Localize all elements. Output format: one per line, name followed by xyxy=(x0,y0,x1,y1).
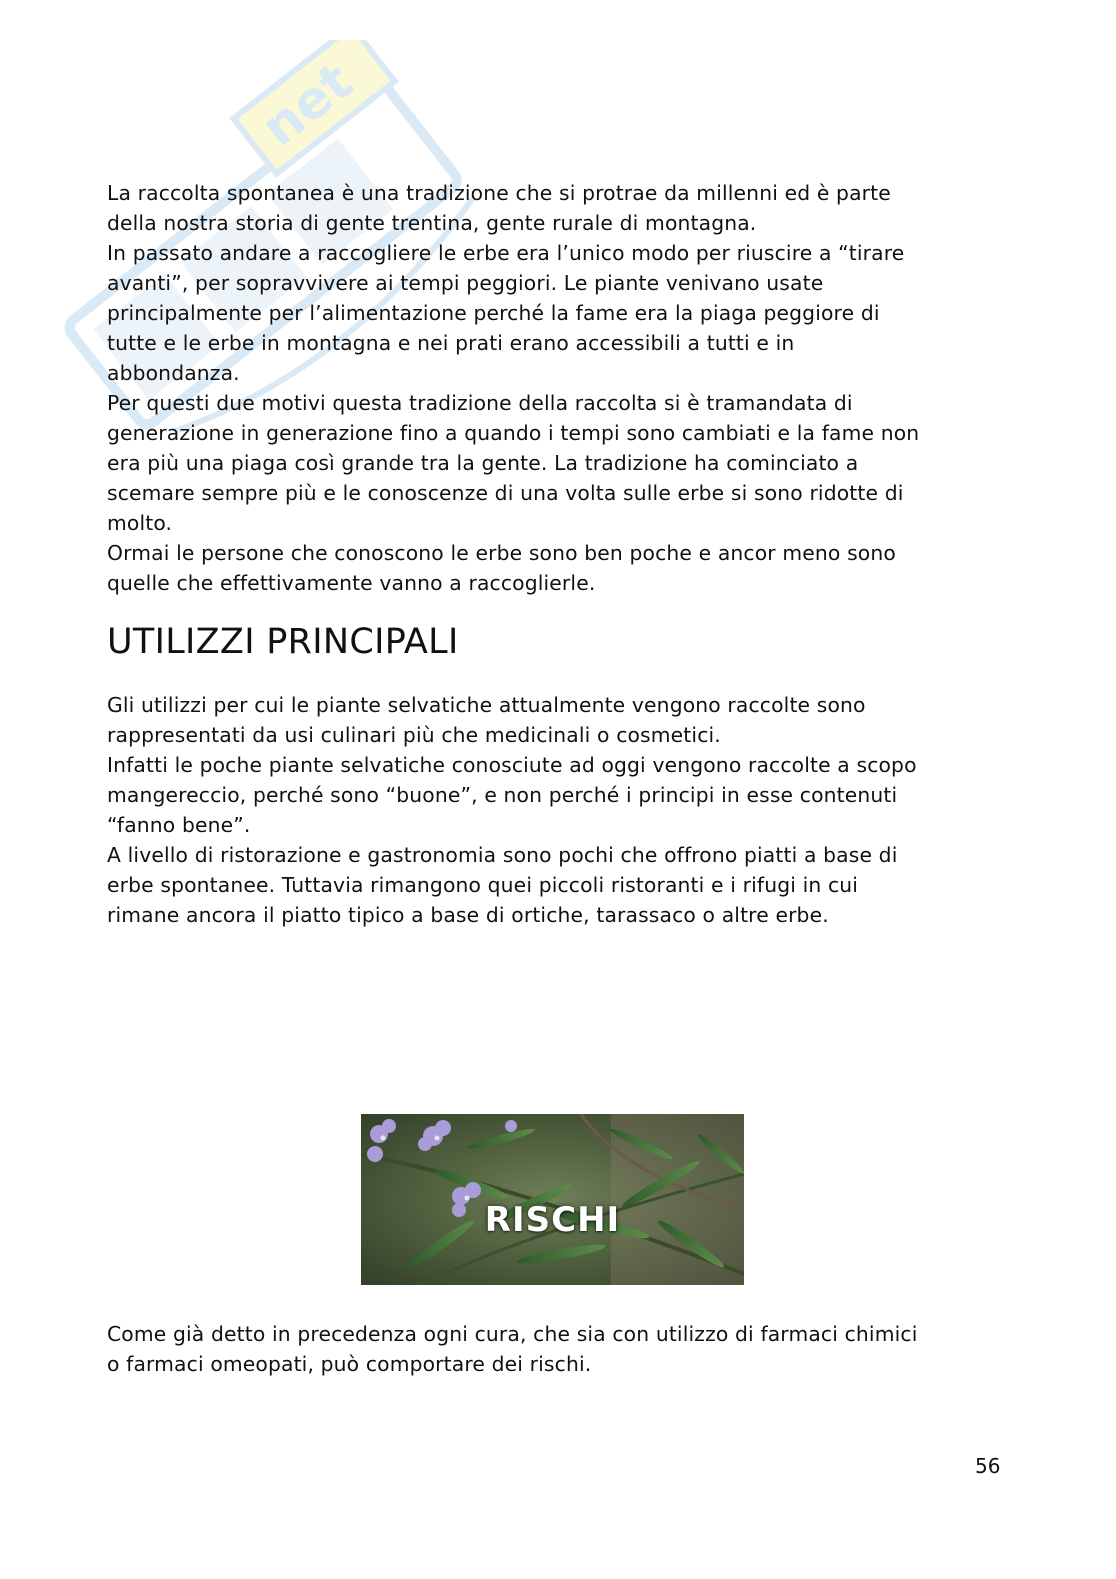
text-line: A livello di ristorazione e gastronomia sono pochi che offrono piatti a base di xyxy=(107,843,898,867)
text-line: avanti”, per sopravvivere ai tempi peggiori. Le piante venivano usate xyxy=(107,271,824,295)
text-line: In passato andare a raccogliere le erbe era l’unico modo per riuscire a “tirare xyxy=(107,241,905,265)
text-line: “fanno bene”. xyxy=(107,813,251,837)
text-line: Ormai le persone che conoscono le erbe sono ben poche e ancor meno sono xyxy=(107,541,896,565)
page-number: 56 xyxy=(975,1454,1001,1478)
text-line: La raccolta spontanea è una tradizione che si protrae da millenni ed è parte xyxy=(107,181,891,205)
text-line: generazione in generazione fino a quando i tempi sono cambiati e la fame non xyxy=(107,421,920,445)
text-line: rimane ancora il piatto tipico a base di ortiche, tarassaco o altre erbe. xyxy=(107,903,829,927)
main-content xyxy=(107,178,1007,930)
text-line: della nostra storia di gente trentina, gente rurale di montagna. xyxy=(107,211,757,235)
text-line: molto. xyxy=(107,511,173,535)
watermark-brand: net xyxy=(250,51,365,159)
text-line: scemare sempre più e le conoscenze di una volta sulle erbe si sono ridotte di xyxy=(107,481,904,505)
utilizzi-paragraph xyxy=(107,690,1007,930)
text-line: quelle che effettivamente vanno a raccoglierle. xyxy=(107,571,596,595)
rischi-banner xyxy=(361,1114,744,1285)
intro-paragraph xyxy=(107,178,1007,598)
text-line: abbondanza. xyxy=(107,361,240,385)
section-title-utilizzi: UTILIZZI PRINCIPALI xyxy=(107,622,459,662)
text-line: rappresentati da usi culinari più che medicinali o cosmetici. xyxy=(107,723,721,747)
text-line: o farmaci omeopati, può comportare dei rischi. xyxy=(107,1352,592,1376)
text-line: Per questi due motivi questa tradizione della raccolta si è tramandata di xyxy=(107,391,853,415)
text-line: Come già detto in precedenza ogni cura, che sia con utilizzo di farmaci chimici xyxy=(107,1322,918,1346)
text-line: tutte e le erbe in montagna e nei prati erano accessibili a tutti e in xyxy=(107,331,795,355)
text-line: erbe spontanee. Tuttavia rimangono quei piccoli ristoranti e i rifugi in cui xyxy=(107,873,859,897)
text-line: mangereccio, perché sono “buone”, e non perché i principi in esse contenuti xyxy=(107,783,898,807)
banner-title: RISCHI xyxy=(484,1200,621,1240)
text-line: era più una piaga così grande tra la gente. La tradizione ha cominciato a xyxy=(107,451,859,475)
text-line: principalmente per l’alimentazione perché la fame era la piaga peggiore di xyxy=(107,301,880,325)
text-line: Infatti le poche piante selvatiche conosciute ad oggi vengono raccolte a scopo xyxy=(107,753,917,777)
rischi-paragraph xyxy=(107,1319,1007,1379)
text-line: Gli utilizzi per cui le piante selvatiche attualmente vengono raccolte sono xyxy=(107,693,866,717)
